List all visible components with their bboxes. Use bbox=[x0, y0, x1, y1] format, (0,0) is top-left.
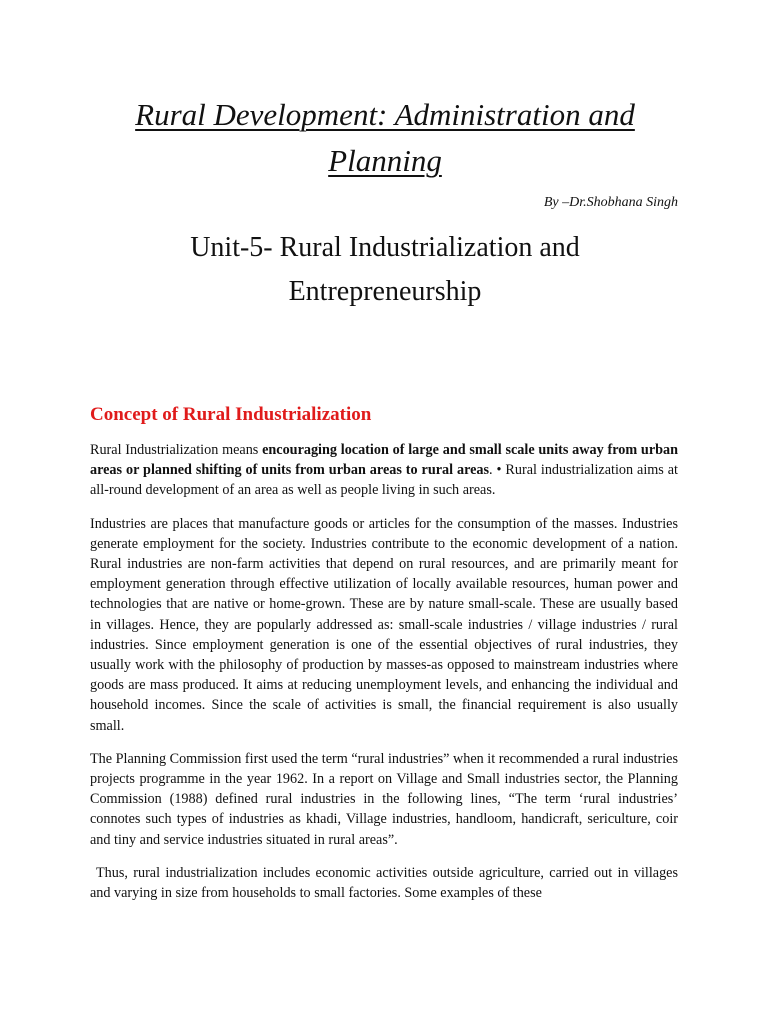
section-heading: Concept of Rural Industrialization bbox=[90, 404, 372, 425]
document-title-line2: Planning bbox=[328, 143, 442, 178]
paragraph-1-end: . • Rural industrialization aims at all-round development of an area as well as people living in such areas. bbox=[90, 462, 678, 499]
paragraph-1-start: Rural Industrialization means bbox=[90, 442, 263, 458]
unit-title bbox=[90, 226, 680, 314]
paragraph-1 bbox=[90, 440, 678, 501]
paragraph-4: Thus, rural industrialization includes economic activities outside agriculture, carried out in villages and varying in size from households to small factories. Some examples of these bbox=[90, 864, 678, 902]
body-text bbox=[90, 440, 678, 916]
paragraph-3: The Planning Commission first used the term “rural industries” when it recommended a rural industries projects programme in the year 1962. In a report on Village and Small industries sector, the Planning Commission (1988) defined rural industries in the following lines, “The term ‘rural industries’ connotes such types of industries as khadi, Village industries, handloom, handicraft, sericulture, coir and tiny and service industries situated in rural areas”. bbox=[90, 750, 678, 848]
paragraph-1-bold: encouraging location of large and small scale units away from urban areas or planned shifting of units from urban areas to rural areas bbox=[90, 442, 678, 479]
document-title bbox=[90, 92, 680, 184]
unit-title-line1: Unit-5- Rural Industrialization and bbox=[190, 232, 580, 263]
document-title-line1: Rural Development: Administration and bbox=[135, 97, 635, 132]
author-byline: By –Dr.Shobhana Singh bbox=[543, 195, 678, 210]
paragraph-2: Industries are places that manufacture goods or articles for the consumption of the masses. Industries generate employment for the society. Industries contribute to the economic development of a nation. Rural industries are non-farm activities that depend on rural resources, and are primarily meant for employment generation through effective utilization of locally available resources, human power and technologies that are native or home-grown. These are by nature small-scale. These are usually based in villages. Hence, they are popularly addressed as: small-scale industries / village industries / rural industries. Since employment generation is one of the essential objectives of rural industries, they usually work with the philosophy of production by masses-as opposed to mainstream industries where goods are mass produced. It aims at reducing unemployment levels, and enhancing the individual and household incomes. Since the scale of activities is small, the financial requirement is also usually small. bbox=[90, 515, 678, 734]
unit-title-line2: Entrepreneurship bbox=[288, 276, 482, 307]
